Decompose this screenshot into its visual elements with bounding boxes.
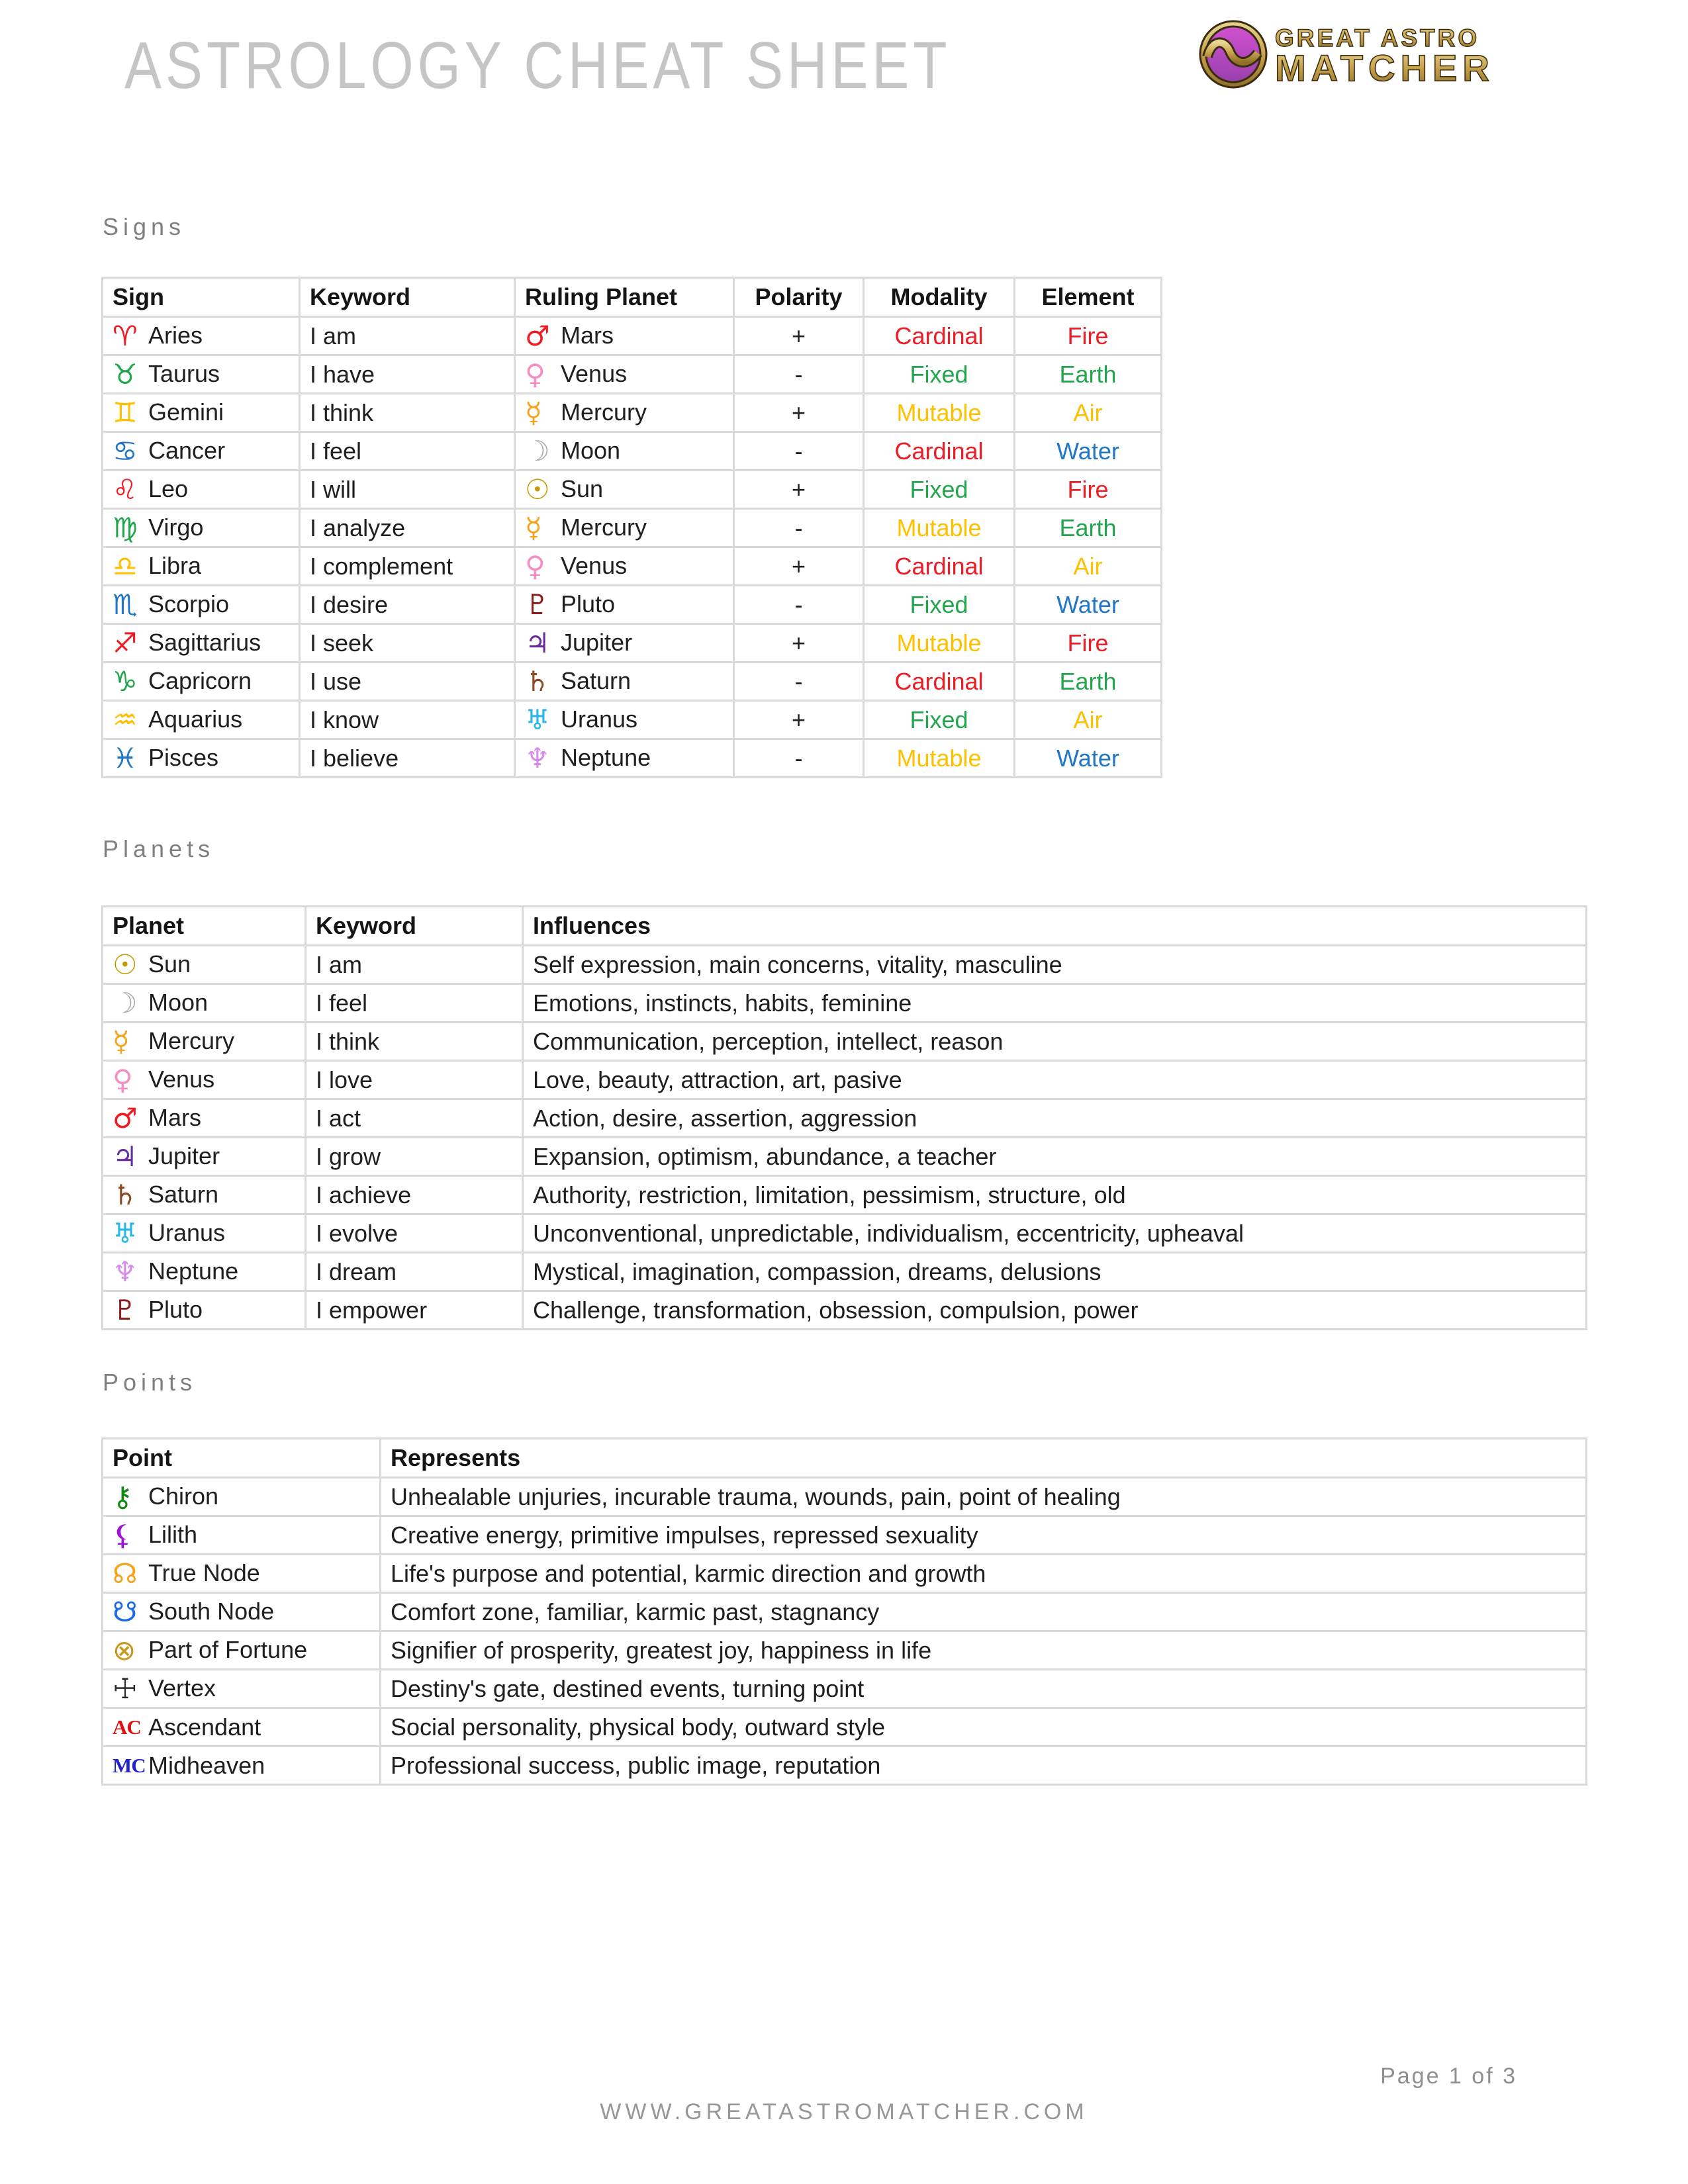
sign-name: Aries (148, 322, 203, 349)
mercury-icon: ☿ (525, 396, 542, 429)
virgo-icon: ♍ (113, 512, 138, 544)
logo-text-line2: MATCHER (1275, 47, 1495, 89)
sign-cell (103, 432, 300, 471)
modality-value: Fixed (864, 355, 1015, 394)
modality-value: Fixed (864, 701, 1015, 739)
table-row (103, 1593, 1587, 1631)
saturn-icon: ♄ (113, 1179, 138, 1211)
pisces-icon: ♓ (113, 742, 138, 774)
ruling-planet-cell (515, 739, 734, 778)
modality-value: Mutable (864, 509, 1015, 547)
point-cell (103, 1670, 381, 1708)
planet-keyword: I am (306, 946, 523, 984)
ruling-planet-name: Venus (561, 360, 628, 387)
planet-name: Mercury (148, 1027, 235, 1054)
sign-cell (103, 355, 300, 394)
ruling-planet-name: Mercury (561, 514, 647, 541)
point-cell (103, 1516, 381, 1555)
planet-cell (103, 984, 306, 1023)
ruling-planet-cell (515, 586, 734, 624)
col-header-element: Element (1015, 278, 1162, 317)
page-title: ASTROLOGY CHEAT SHEET (124, 28, 951, 103)
polarity-value: + (734, 317, 864, 355)
sign-cell (103, 547, 300, 586)
pluto-icon: ♇ (525, 588, 550, 621)
moon-icon: ☽ (525, 435, 550, 467)
gemini-icon: ♊ (113, 396, 138, 429)
planet-keyword: I dream (306, 1253, 523, 1291)
modality-value: Fixed (864, 586, 1015, 624)
modality-value: Cardinal (864, 317, 1015, 355)
table-row (103, 701, 1162, 739)
planet-keyword: I act (306, 1099, 523, 1138)
planet-cell (103, 946, 306, 984)
table-row (103, 1138, 1587, 1176)
sign-name: Virgo (148, 514, 204, 541)
sign-cell (103, 586, 300, 624)
modality-value: Mutable (864, 394, 1015, 432)
planet-cell (103, 1176, 306, 1214)
sign-keyword: I use (300, 662, 515, 701)
table-row (103, 1516, 1587, 1555)
point-cell (103, 1555, 381, 1593)
planet-name: Neptune (148, 1257, 239, 1285)
polarity-value: - (734, 662, 864, 701)
mercury-icon: ☿ (113, 1025, 130, 1058)
polarity-value: + (734, 471, 864, 509)
table-row (103, 662, 1162, 701)
sign-cell (103, 662, 300, 701)
col-header-sign: Sign (103, 278, 300, 317)
sun-icon: ☉ (113, 948, 138, 981)
uranus-icon: ♅ (113, 1217, 138, 1250)
sign-keyword: I feel (300, 432, 515, 471)
planet-name: Saturn (148, 1181, 219, 1208)
planets-table (101, 905, 1587, 1330)
table-row (103, 471, 1162, 509)
venus-icon: ♀ (113, 1064, 133, 1096)
point-name: True Node (148, 1559, 260, 1586)
point-cell (103, 1708, 381, 1747)
mars-icon: ♂ (113, 1102, 138, 1134)
ruling-planet-cell (515, 317, 734, 355)
planet-keyword: I empower (306, 1291, 523, 1330)
ruling-planet-cell (515, 547, 734, 586)
polarity-value: + (734, 701, 864, 739)
table-row (103, 739, 1162, 778)
col-header-ruling-planet: Ruling Planet (515, 278, 734, 317)
polarity-value: - (734, 739, 864, 778)
table-row (103, 1253, 1587, 1291)
planet-influences: Self expression, main concerns, vitality, masculine (523, 946, 1587, 984)
table-row (103, 946, 1587, 984)
point-represents: Unhealable unjuries, incurable trauma, wounds, pain, point of healing (381, 1478, 1587, 1516)
aquarius-icon: ♒ (113, 704, 138, 736)
planet-name: Jupiter (148, 1142, 220, 1169)
planet-keyword: I evolve (306, 1214, 523, 1253)
col-header-planet: Planet (103, 907, 306, 946)
ruling-planet-name: Uranus (561, 705, 638, 733)
sign-cell (103, 471, 300, 509)
vertex-icon: ☩ (113, 1672, 138, 1705)
neptune-icon: ♆ (113, 1255, 138, 1288)
sign-name: Capricorn (148, 667, 252, 694)
sign-keyword: I believe (300, 739, 515, 778)
lilith-icon: ⚸ (113, 1519, 133, 1551)
point-represents: Professional success, public image, reputation (381, 1747, 1587, 1785)
element-value: Air (1015, 547, 1162, 586)
planet-influences: Unconventional, unpredictable, individualism, eccentricity, upheaval (523, 1214, 1587, 1253)
polarity-value: + (734, 394, 864, 432)
planet-influences: Expansion, optimism, abundance, a teacher (523, 1138, 1587, 1176)
point-cell (103, 1593, 381, 1631)
sign-keyword: I will (300, 471, 515, 509)
table-row (103, 1291, 1587, 1330)
venus-icon: ♀ (525, 550, 545, 582)
element-value: Air (1015, 701, 1162, 739)
table-row (103, 984, 1587, 1023)
ascendant-ac-icon: AC (113, 1715, 141, 1739)
planet-influences: Love, beauty, attraction, art, pasive (523, 1061, 1587, 1099)
taurus-icon: ♉ (113, 358, 138, 390)
point-represents: Comfort zone, familiar, karmic past, stagnancy (381, 1593, 1587, 1631)
planet-influences: Mystical, imagination, compassion, dreams, delusions (523, 1253, 1587, 1291)
point-name: Vertex (148, 1674, 216, 1702)
polarity-value: - (734, 432, 864, 471)
planet-keyword: I feel (306, 984, 523, 1023)
chiron-icon: ⚷ (113, 1480, 133, 1513)
saturn-icon: ♄ (525, 665, 550, 698)
table-row (103, 547, 1162, 586)
table-row (103, 1176, 1587, 1214)
table-row (103, 1214, 1587, 1253)
element-value: Fire (1015, 624, 1162, 662)
sign-name: Cancer (148, 437, 226, 464)
signs-header-row (103, 278, 1162, 317)
ruling-planet-name: Mars (561, 322, 614, 349)
venus-icon: ♀ (525, 358, 545, 390)
col-header-point: Point (103, 1439, 381, 1478)
table-row (103, 1023, 1587, 1061)
great-astro-matcher-logo (1197, 20, 1594, 89)
ruling-planet-cell (515, 355, 734, 394)
jupiter-icon: ♃ (113, 1140, 138, 1173)
ruling-planet-name: Jupiter (561, 629, 633, 656)
planet-name: Sun (148, 950, 191, 978)
polarity-value: - (734, 586, 864, 624)
col-header-represents: Represents (381, 1439, 1587, 1478)
modality-value: Mutable (864, 624, 1015, 662)
table-row (103, 1670, 1587, 1708)
point-name: South Node (148, 1598, 275, 1625)
sign-name: Sagittarius (148, 629, 261, 656)
ruling-planet-name: Saturn (561, 667, 632, 694)
planet-influences: Challenge, transformation, obsession, compulsion, power (523, 1291, 1587, 1330)
ruling-planet-name: Pluto (561, 590, 616, 617)
table-row (103, 394, 1162, 432)
points-header-row (103, 1439, 1587, 1478)
modality-value: Cardinal (864, 432, 1015, 471)
table-row (103, 1631, 1587, 1670)
planet-cell (103, 1023, 306, 1061)
sign-name: Scorpio (148, 590, 230, 617)
true-node-icon: ☊ (113, 1557, 138, 1590)
sign-keyword: I am (300, 317, 515, 355)
scorpio-icon: ♏ (113, 588, 138, 621)
mars-icon: ♂ (525, 320, 550, 352)
planet-influences: Emotions, instincts, habits, feminine (523, 984, 1587, 1023)
south-node-icon: ☋ (113, 1596, 138, 1628)
element-value: Fire (1015, 317, 1162, 355)
point-cell (103, 1478, 381, 1516)
table-row (103, 317, 1162, 355)
midheaven-mc-icon: MC (113, 1753, 146, 1777)
planet-cell (103, 1291, 306, 1330)
planet-influences: Authority, restriction, limitation, pessimism, structure, old (523, 1176, 1587, 1214)
planet-cell (103, 1253, 306, 1291)
planets-section-heading: Planets (103, 835, 215, 862)
sign-keyword: I have (300, 355, 515, 394)
planet-name: Pluto (148, 1296, 203, 1323)
pluto-icon: ♇ (113, 1294, 138, 1326)
moon-icon: ☽ (113, 987, 138, 1019)
sign-keyword: I know (300, 701, 515, 739)
points-table (101, 1437, 1587, 1786)
col-header-keyword: Keyword (306, 907, 523, 946)
modality-value: Cardinal (864, 547, 1015, 586)
polarity-value: + (734, 547, 864, 586)
sign-keyword: I seek (300, 624, 515, 662)
table-row (103, 586, 1162, 624)
ruling-planet-cell (515, 701, 734, 739)
sagittarius-icon: ♐ (113, 627, 138, 659)
sign-name: Taurus (148, 360, 220, 387)
sign-cell (103, 624, 300, 662)
modality-value: Fixed (864, 471, 1015, 509)
table-row (103, 1478, 1587, 1516)
planet-cell (103, 1138, 306, 1176)
point-name: Midheaven (148, 1751, 265, 1779)
planet-cell (103, 1061, 306, 1099)
ruling-planet-name: Moon (561, 437, 621, 464)
planets-header-row (103, 907, 1587, 946)
sign-cell (103, 701, 300, 739)
point-name: Lilith (148, 1521, 198, 1548)
sign-name: Pisces (148, 744, 219, 771)
ruling-planet-name: Sun (561, 475, 604, 502)
table-row (103, 355, 1162, 394)
planet-name: Venus (148, 1066, 215, 1093)
col-header-polarity: Polarity (734, 278, 864, 317)
mercury-icon: ☿ (525, 512, 542, 544)
table-row (103, 1747, 1587, 1785)
planet-cell (103, 1214, 306, 1253)
uranus-icon: ♅ (525, 704, 550, 736)
logo-oval-icon (1200, 21, 1266, 87)
aries-icon: ♈ (113, 320, 138, 352)
ruling-planet-name: Mercury (561, 398, 647, 426)
table-row (103, 624, 1162, 662)
planet-influences: Communication, perception, intellect, reason (523, 1023, 1587, 1061)
table-row (103, 1099, 1587, 1138)
sign-name: Aquarius (148, 705, 243, 733)
neptune-icon: ♆ (525, 742, 550, 774)
point-name: Chiron (148, 1482, 219, 1510)
element-value: Earth (1015, 662, 1162, 701)
point-represents: Signifier of prosperity, greatest joy, happiness in life (381, 1631, 1587, 1670)
polarity-value: + (734, 624, 864, 662)
table-row (103, 432, 1162, 471)
sign-keyword: I analyze (300, 509, 515, 547)
signs-section-heading: Signs (103, 213, 186, 240)
point-name: Part of Fortune (148, 1636, 308, 1663)
point-represents: Destiny's gate, destined events, turning point (381, 1670, 1587, 1708)
ruling-planet-cell (515, 394, 734, 432)
sign-name: Leo (148, 475, 189, 502)
point-represents: Social personality, physical body, outward style (381, 1708, 1587, 1747)
planet-name: Uranus (148, 1219, 226, 1246)
col-header-influences: Influences (523, 907, 1587, 946)
sign-cell (103, 739, 300, 778)
polarity-value: - (734, 509, 864, 547)
part-of-fortune-icon: ⊗ (113, 1634, 136, 1666)
points-section-heading: Points (103, 1369, 197, 1396)
point-represents: Life's purpose and potential, karmic direction and growth (381, 1555, 1587, 1593)
point-name: Ascendant (148, 1713, 261, 1741)
table-row (103, 1708, 1587, 1747)
element-value: Water (1015, 739, 1162, 778)
ruling-planet-cell (515, 471, 734, 509)
table-row (103, 509, 1162, 547)
point-cell (103, 1631, 381, 1670)
planet-name: Moon (148, 989, 209, 1016)
signs-table (101, 277, 1162, 778)
element-value: Fire (1015, 471, 1162, 509)
jupiter-icon: ♃ (525, 627, 550, 659)
point-represents: Creative energy, primitive impulses, repressed sexuality (381, 1516, 1587, 1555)
ruling-planet-cell (515, 662, 734, 701)
point-cell (103, 1747, 381, 1785)
sign-keyword: I desire (300, 586, 515, 624)
element-value: Earth (1015, 355, 1162, 394)
sign-keyword: I complement (300, 547, 515, 586)
planet-influences: Action, desire, assertion, aggression (523, 1099, 1587, 1138)
planet-keyword: I love (306, 1061, 523, 1099)
ruling-planet-cell (515, 624, 734, 662)
table-row (103, 1061, 1587, 1099)
col-header-keyword: Keyword (300, 278, 515, 317)
ruling-planet-cell (515, 509, 734, 547)
planet-keyword: I grow (306, 1138, 523, 1176)
logo-text-line1: GREAT ASTRO (1275, 24, 1480, 52)
sign-cell (103, 509, 300, 547)
element-value: Water (1015, 432, 1162, 471)
sign-cell (103, 317, 300, 355)
sign-keyword: I think (300, 394, 515, 432)
planet-cell (103, 1099, 306, 1138)
capricorn-icon: ♑ (113, 665, 138, 698)
footer-website: WWW.GREATASTROMATCHER.COM (600, 2099, 1088, 2124)
modality-value: Mutable (864, 739, 1015, 778)
ruling-planet-name: Venus (561, 552, 628, 579)
table-row (103, 1555, 1587, 1593)
element-value: Earth (1015, 509, 1162, 547)
libra-icon: ♎ (113, 550, 138, 582)
planet-keyword: I achieve (306, 1176, 523, 1214)
page-number-label: Page 1 of 3 (1380, 2064, 1517, 2089)
planet-name: Mars (148, 1104, 201, 1131)
element-value: Water (1015, 586, 1162, 624)
cancer-icon: ♋ (113, 435, 138, 467)
modality-value: Cardinal (864, 662, 1015, 701)
sun-icon: ☉ (525, 473, 550, 506)
ruling-planet-cell (515, 432, 734, 471)
polarity-value: - (734, 355, 864, 394)
sign-cell (103, 394, 300, 432)
planet-keyword: I think (306, 1023, 523, 1061)
leo-icon: ♌ (113, 473, 138, 506)
col-header-modality: Modality (864, 278, 1015, 317)
sign-name: Gemini (148, 398, 224, 426)
sign-name: Libra (148, 552, 202, 579)
element-value: Air (1015, 394, 1162, 432)
ruling-planet-name: Neptune (561, 744, 651, 771)
